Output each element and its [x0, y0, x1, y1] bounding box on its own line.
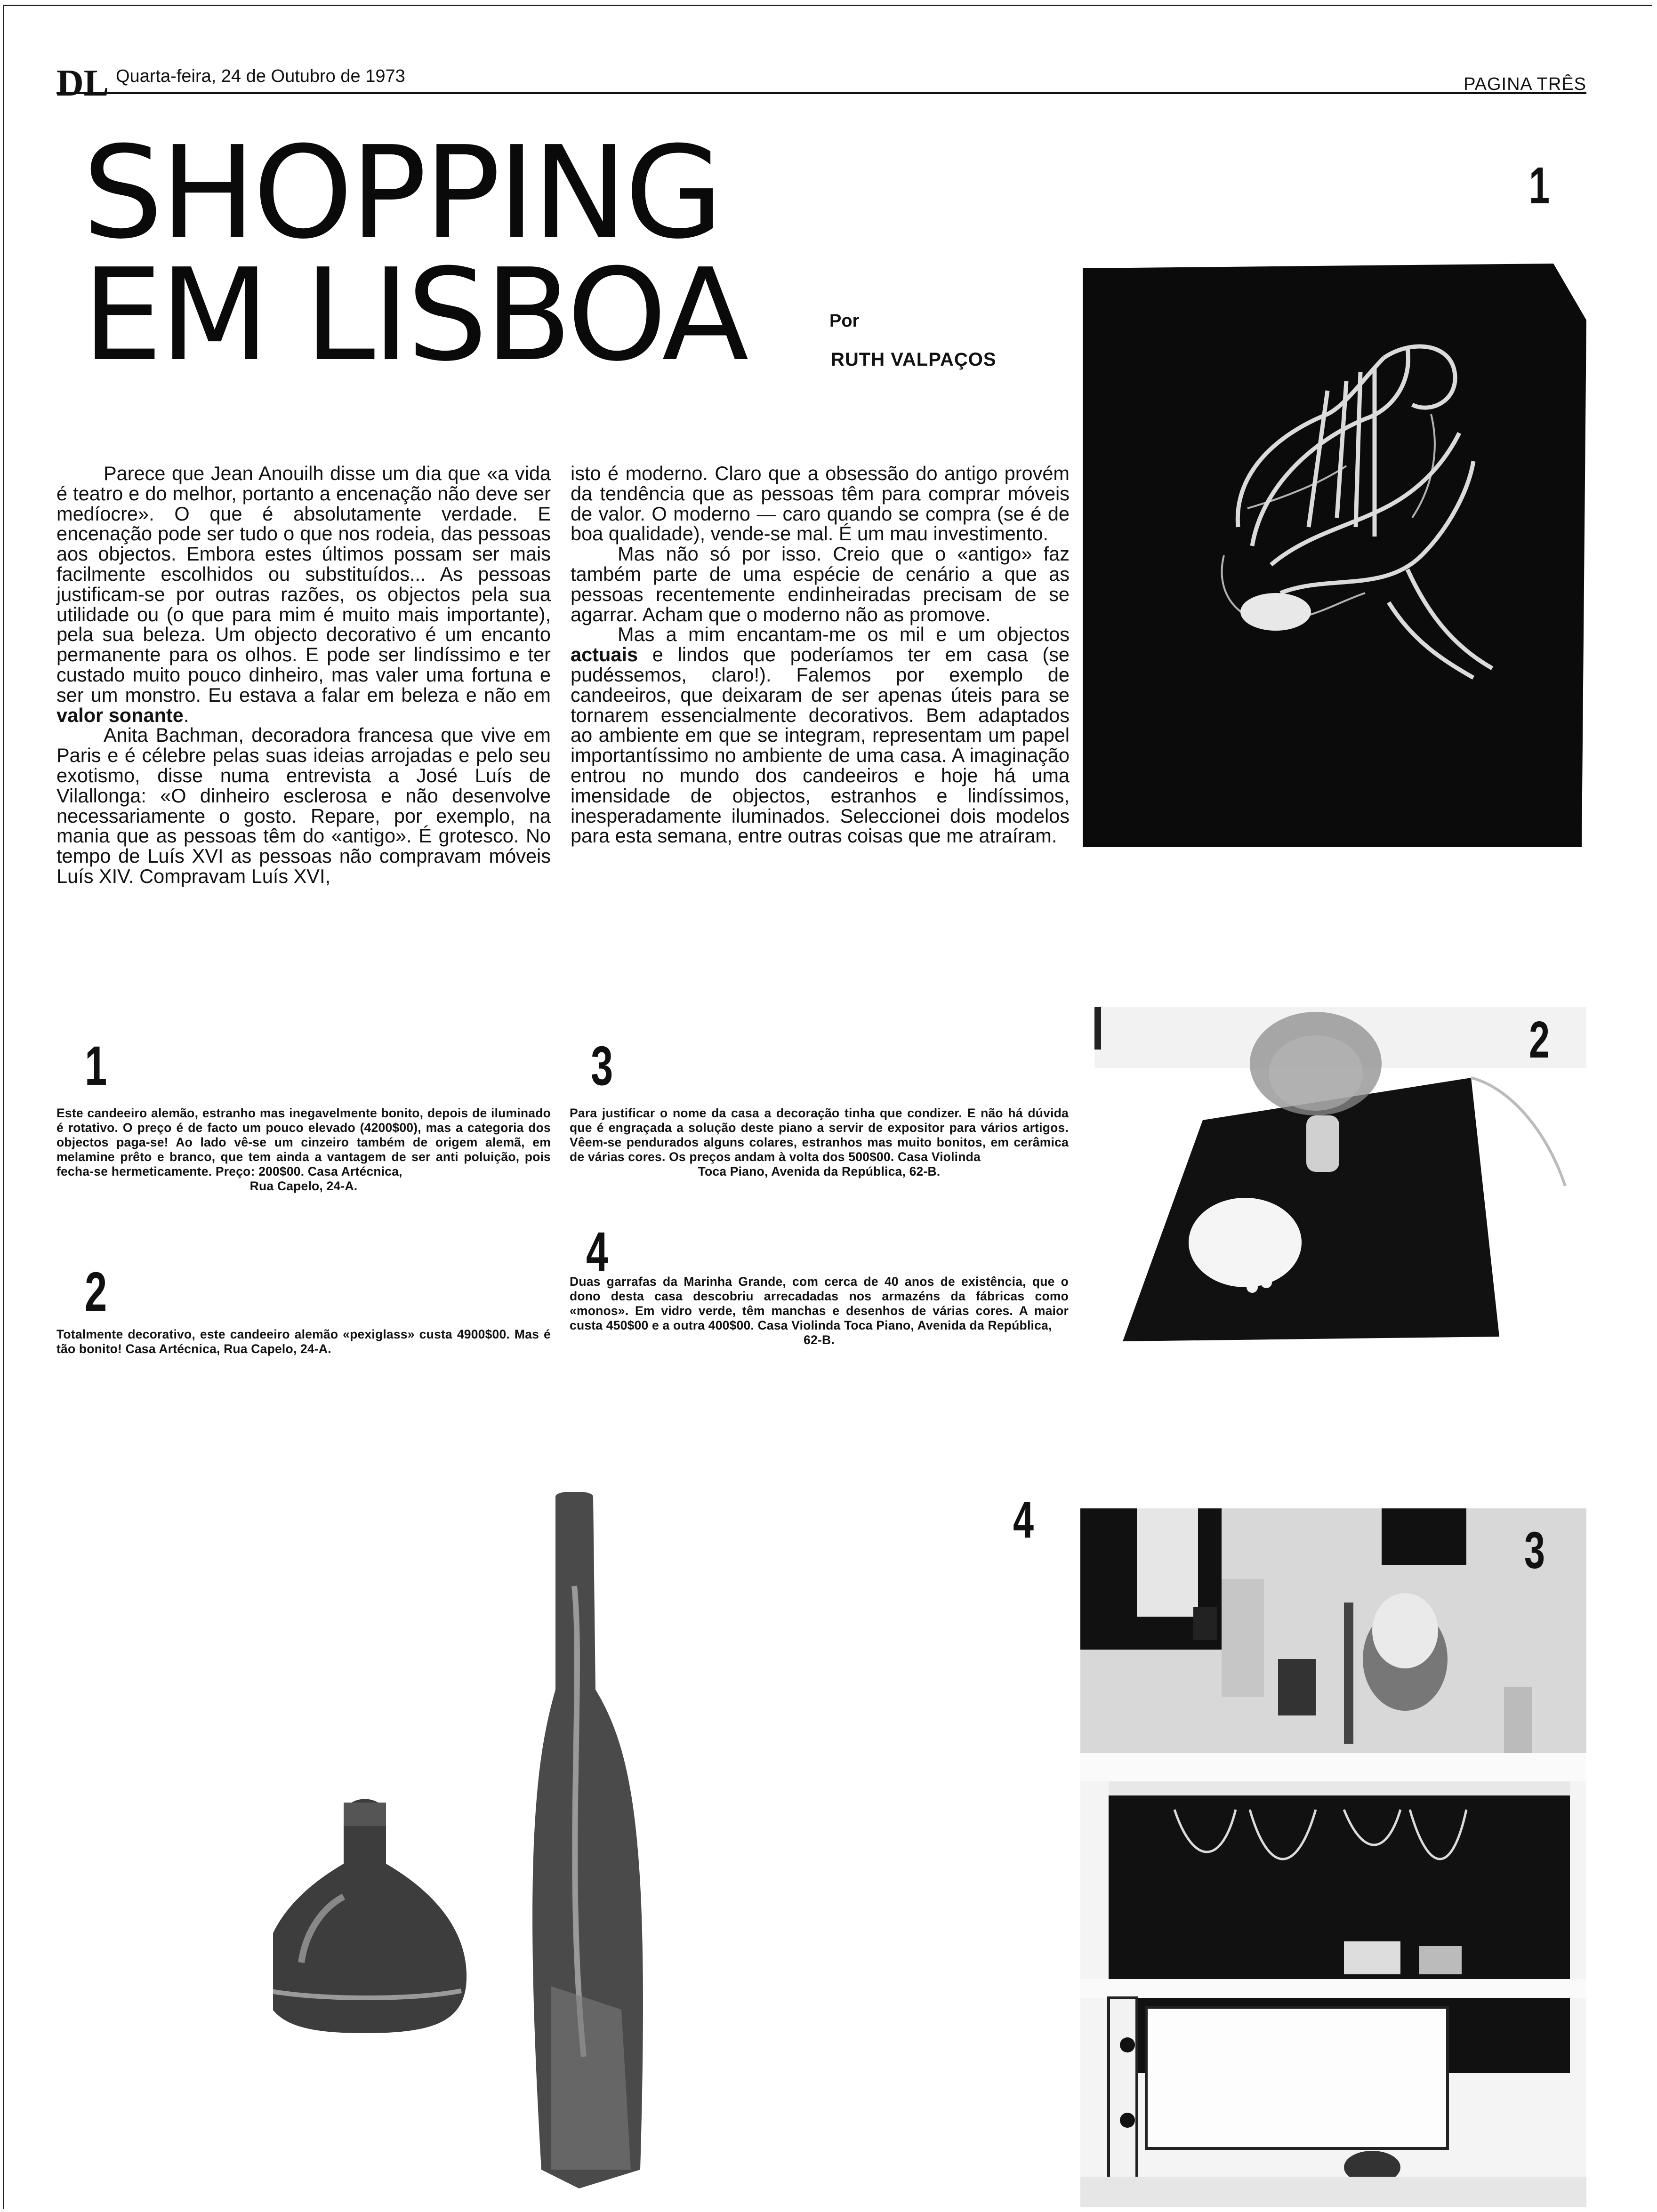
byline-prefix: Por — [829, 311, 860, 331]
caption-1 — [56, 1106, 551, 1194]
caption-1-text: Este candeeiro alemão, estranho mas inegavelmente bonito, depois de iluminado é rotativo. O preço é de facto um pouco elevado (4200$00), mas a categoria dos objectos paga-se! Ao lado vê-se um cinzeiro também de origem alemã, em melamine prêto e branco, que tem ainda a vantagem de ser anti poluição, pois fecha-se hermeticamente. Preço: 200$00. Casa Artécnica, — [56, 1106, 551, 1178]
photo-piano-display — [1080, 1508, 1586, 2207]
byline-author: RUTH VALPAÇOS — [831, 349, 997, 370]
caption-1-address: Rua Capelo, 24-A. — [249, 1179, 358, 1193]
issue-date: Quarta-feira, 24 de Outubro de 1973 — [116, 66, 405, 86]
caption-4-number: 4 — [586, 1221, 609, 1283]
article-column-1 — [56, 464, 551, 887]
headline — [82, 119, 836, 389]
photo-lamp-1-image — [1083, 264, 1586, 847]
article-paragraph: isto é moderno. Claro que a obsessão do antigo provém da tendência que as pessoas têm para comprar móveis de valor. O moderno — caro quando se compra (se é de boa qualidade), vende-se mal. É um mau investimento. — [571, 462, 1070, 545]
photo-4-number: 4 — [1013, 1491, 1034, 1549]
article-paragraph: Anita Bachman, decoradora francesa que vive em Paris e é célebre pelas suas ideias arrojadas e pelo seu exotismo, disse numa entrevista a José Luís de Vilallonga: «O dinheiro esclerosa e não desenvolve necessariamente o gosto. Repare, por exemplo, na mania que as pessoas têm do «antigo». É grotesco. No tempo de Luís XVI as pessoas não compravam móveis Luís XIV. Compravam Luís XVI, — [56, 724, 551, 887]
caption-3-text: Para justificar o nome da casa a decoração tinha que condizer. E não há dúvida que é engraçada a solução deste piano a servir de expositor para vários artigos. Vêem-se pendurados alguns colares, estranhos mas muito bonitos, em cerâmica de várias cores. Os preços andam à volta dos 500$00. Casa Violinda — [570, 1106, 1069, 1164]
photo-2-number: 2 — [1529, 1011, 1550, 1069]
headline-line-2: EM LISBOA — [82, 241, 746, 389]
caption-2-text: Totalmente decorativo, este candeeiro alemão «pexiglass» custa 4900$00. Mas é tão bonito! Casa Artécnica, Rua Capelo, 24-A. — [56, 1327, 551, 1356]
caption-4 — [570, 1274, 1069, 1347]
article-paragraph — [56, 464, 551, 725]
caption-3-number: 3 — [591, 1035, 613, 1097]
caption-2-number: 2 — [85, 1261, 107, 1323]
newspaper-logo: DL — [56, 63, 109, 104]
headline-line-1: SHOPPING — [82, 119, 721, 267]
article-text: . — [183, 704, 189, 726]
article-column-2 — [571, 464, 1070, 846]
article-paragraph — [571, 625, 1070, 846]
photo-bottles-image — [273, 1492, 819, 2193]
caption-4-text: Duas garrafas da Marinha Grande, com cerca de 40 anos de existência, que o dono desta casa descobriu arrecadadas nos armazéns da fábricas como «monos». Em vidro verde, têm manchas e desenhos de várias cores. A maior custa 450$00 e a outra 400$00. Casa Violinda Toca Piano, Avenida da República, — [570, 1274, 1069, 1332]
caption-3-address: Toca Piano, Avenida da República, 62-B. — [698, 1164, 941, 1178]
photo-1-number: 1 — [1529, 157, 1550, 215]
photo-lamp-1 — [1083, 264, 1586, 847]
photo-piano-display-image — [1080, 1508, 1586, 2207]
caption-1-number: 1 — [85, 1035, 107, 1097]
photo-lamp-2 — [1094, 1007, 1586, 1341]
article-paragraph: Mas não só por isso. Creio que o «antigo» faz também parte de uma espécie de cenário a que as pessoas recentemente endinheiradas precisam de se agarrar. Acham que o moderno não as promove. — [571, 543, 1070, 625]
article-text: Mas a mim encantam-me os mil e um objectos — [618, 623, 1070, 646]
caption-2 — [56, 1327, 551, 1356]
caption-3 — [570, 1106, 1069, 1179]
page-label: PAGINA TRÊS — [1464, 74, 1586, 94]
photo-bottles — [273, 1492, 819, 2193]
article-text: Parece que Jean Anouilh disse um dia que «a vida é teatro e do melhor, portanto a encenação não deve ser medíocre». O que é absolutamente verdade. E encenação pode ser tudo o que nos rodeia, das pessoas aos objectos. Embora estes últimos possam ser mais facilmente escolhidos ou substituídos... As pessoas justificam-se por outras razões, os objectos pela sua utilidade ou (o que para mim é muito mais importante), pela sua beleza. Um objecto decorativo é um encanto permanente para os olhos. E pode ser lindíssimo e ter custado muito pouco dinheiro, mas valer uma fortuna e ser um monstro. Eu estava a falar em beleza e não em — [56, 462, 551, 706]
photo-3-number: 3 — [1524, 1522, 1545, 1579]
masthead-rule — [56, 92, 1586, 94]
caption-4-address: 62-B. — [804, 1333, 835, 1347]
article-text: e lindos que poderíamos ter em casa (se pudéssemos, claro!). Falemos por exemplo de candeeiros, que deixaram de ser apenas úteis para se tornarem essencialmente decorativos. Bem adaptados ao ambiente em que se integram, representam um papel importantíssimo no ambiente de uma casa. A imaginação entrou no mundo dos candeeiros e hoje há uma imensidade de objectos, estranhos e lindíssimos, inesperadamente iluminados. Seleccionei dois modelos para esta semana, entre outras coisas que me atraíram. — [571, 643, 1070, 847]
article-emphasis: actuais — [571, 643, 638, 666]
article-emphasis: valor sonante — [56, 704, 184, 726]
photo-lamp-2-image — [1094, 1007, 1586, 1341]
